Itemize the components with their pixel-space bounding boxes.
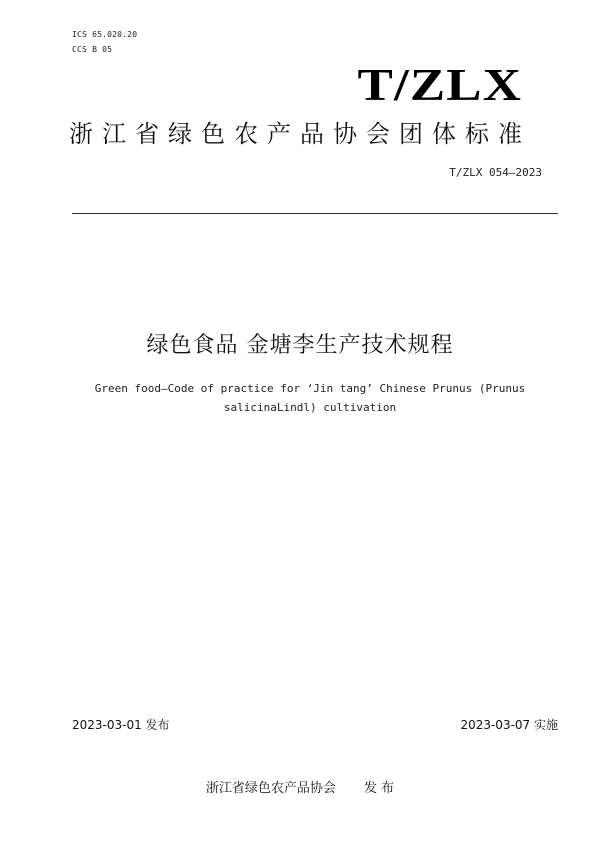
chinese-title: 绿色食品 金塘李生产技术规程 (146, 333, 454, 358)
english-title (60, 379, 560, 417)
english-title-line-2: salicinaLindl) cultivation (223, 401, 397, 414)
english-title-line-1: Green food—Code of practice for ‘Jin tang’ Chinese Prunus (Prunus (94, 382, 526, 395)
publisher-name: 浙江省绿色农产品协会 (205, 781, 336, 796)
header-divider (72, 213, 558, 214)
ics-code: ICS 65.020.20 (72, 30, 138, 39)
ccs-code: CCS B 05 (72, 45, 113, 54)
publisher-line (0, 777, 600, 796)
standard-logo: T/ZLX (357, 59, 522, 110)
issue-date: 2023-03-01 发布 (72, 718, 170, 732)
standard-number: T/ZLX 054—2023 (449, 166, 542, 179)
organization-title: 浙江省绿色农产品协会团体标准 (69, 120, 531, 148)
implementation-date: 2023-03-07 实施 (460, 718, 558, 732)
publish-word: 发 布 (363, 781, 395, 796)
